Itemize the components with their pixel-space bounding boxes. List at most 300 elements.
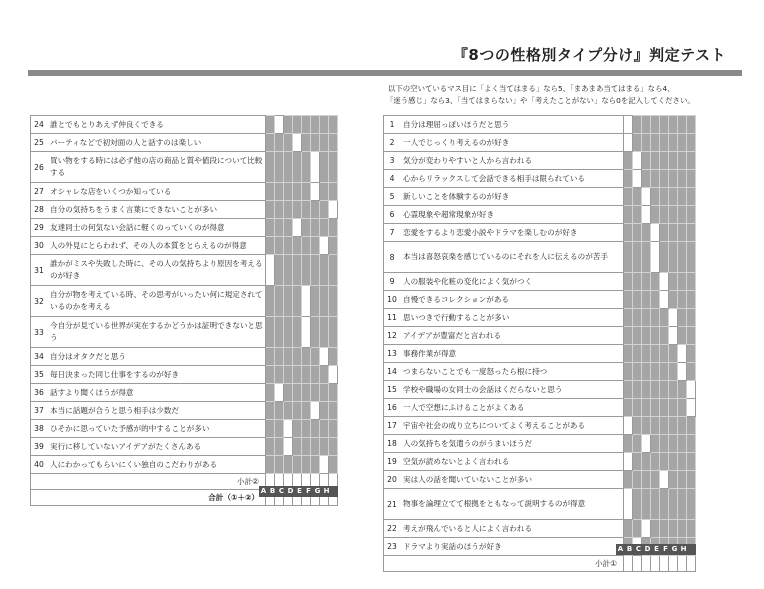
shaded-cell [302,255,311,286]
column-letter: E [654,545,659,553]
column-letter: B [269,487,276,495]
shaded-cell [275,420,284,438]
shaded-cell [284,237,293,255]
question-number: 1 [384,116,401,134]
shaded-cell [275,152,284,183]
column-letter: B [626,545,633,553]
shaded-cell [329,402,338,420]
question-number: 5 [384,188,401,206]
shaded-cell [302,152,311,183]
question-text: 思いつきで行動することが多い [400,309,624,327]
shaded-cell [293,183,302,201]
subtotal-box[interactable] [678,556,687,572]
shaded-cell [642,489,651,520]
question-text: 今自分が見ている世界が実在するかどうかは証明できないと思う [47,317,266,348]
shaded-cell [633,381,642,399]
shaded-cell [669,399,678,417]
shaded-cell [633,188,642,206]
answer-box[interactable] [266,255,275,286]
question-number: 20 [384,471,401,489]
column-letter: C [278,487,285,495]
question-number: 15 [384,381,401,399]
shaded-cell [633,435,642,453]
shaded-cell [687,417,696,435]
question-row [384,134,696,152]
column-letter: H [680,545,687,553]
shaded-cell [275,219,284,237]
answer-box[interactable] [320,348,329,366]
column-letters-right [616,544,696,555]
shaded-cell [624,152,633,170]
shaded-cell [329,317,338,348]
shaded-cell [660,134,669,152]
question-number: 11 [384,309,401,327]
shaded-cell [284,456,293,474]
question-text: 物事を論理立てて根拠をともなって説明するのが得意 [400,489,624,520]
shaded-cell [687,520,696,538]
shaded-cell [302,219,311,237]
answer-box[interactable] [275,384,284,402]
shaded-cell [320,183,329,201]
question-row [31,116,338,134]
shaded-cell [651,471,660,489]
shaded-cell [266,384,275,402]
question-text: 事務作業が得意 [400,345,624,363]
question-row [31,255,338,286]
shaded-cell [642,273,651,291]
shaded-cell [311,348,320,366]
shaded-cell [678,152,687,170]
question-number: 3 [384,152,401,170]
question-text: 友達同士の何気ない会話に軽くのっていくのが得意 [47,219,266,237]
shaded-cell [266,456,275,474]
shaded-cell [275,237,284,255]
shaded-cell [660,381,669,399]
answer-box[interactable] [624,134,633,152]
answer-box[interactable] [284,438,293,456]
answer-box[interactable] [624,417,633,435]
shaded-cell [660,242,669,273]
subtotal-box[interactable] [687,556,696,572]
shaded-cell [660,435,669,453]
subtotal-box[interactable] [669,556,678,572]
question-text: 心霊現象や超常現象が好き [400,206,624,224]
question-number: 27 [31,183,48,201]
shaded-cell [660,363,669,381]
shaded-cell [687,188,696,206]
question-text: 宇宙や社会の成り立ちについてよく考えることがある [400,417,624,435]
question-row [31,317,338,348]
shaded-cell [329,255,338,286]
answer-box[interactable] [633,152,642,170]
shaded-cell [311,134,320,152]
shaded-cell [302,201,311,219]
answer-box[interactable] [320,456,329,474]
shaded-cell [266,438,275,456]
shaded-cell [642,345,651,363]
shaded-cell [651,291,660,309]
question-text: 自慢できるコレクションがある [400,291,624,309]
answer-box[interactable] [624,116,633,134]
shaded-cell [678,399,687,417]
shaded-cell [687,206,696,224]
shaded-cell [302,116,311,134]
shaded-cell [320,201,329,219]
shaded-cell [311,384,320,402]
answer-box[interactable] [642,206,651,224]
shaded-cell [660,417,669,435]
answer-box[interactable] [642,188,651,206]
shaded-cell [320,384,329,402]
shaded-cell [660,206,669,224]
subtotal-label: 小計① [384,556,624,572]
answer-box[interactable] [329,201,338,219]
shaded-cell [275,456,284,474]
shaded-cell [311,317,320,348]
question-text: 買い物をする時には必ず他の店の商品と質や値段について比較する [47,152,266,183]
question-number: 10 [384,291,401,309]
shaded-cell [311,201,320,219]
question-text: 人の外見にとらわれず、その人の本質をとらえるのが得意 [47,237,266,255]
subtotal-box[interactable] [651,556,660,572]
answer-box[interactable] [678,345,687,363]
shaded-cell [642,170,651,188]
shaded-cell [329,134,338,152]
shaded-cell [642,291,651,309]
question-text: ドラマより実話のほうが好き [400,538,624,556]
answer-box[interactable] [624,489,633,520]
question-text: 新しいことを体験するのが好き [400,188,624,206]
question-text: 学校や職場の女同士の会話はくだらないと思う [400,381,624,399]
shaded-cell [651,188,660,206]
shaded-cell [678,273,687,291]
answer-box[interactable] [284,420,293,438]
shaded-cell [660,453,669,471]
shaded-cell [266,183,275,201]
answer-box[interactable] [302,286,311,317]
question-text: 話すより聞くほうが得意 [47,384,266,402]
question-number: 36 [31,384,48,402]
question-text: オシャレな店をいくつか知っている [47,183,266,201]
shaded-cell [669,345,678,363]
page-title: 『8つの性格別タイプ分け』判定テスト [452,46,726,64]
shaded-cell [284,348,293,366]
shaded-cell [624,345,633,363]
shaded-cell [311,255,320,286]
shaded-cell [669,381,678,399]
shaded-cell [678,206,687,224]
question-number: 13 [384,345,401,363]
answer-box[interactable] [669,309,678,327]
column-letter: A [617,545,624,553]
shaded-cell [633,224,642,242]
shaded-cell [284,134,293,152]
question-number: 30 [31,237,48,255]
answer-box[interactable] [651,224,660,242]
question-number: 31 [31,255,48,286]
shaded-cell [275,438,284,456]
answer-box[interactable] [293,219,302,237]
question-number: 40 [31,456,48,474]
answer-box[interactable] [624,453,633,471]
shaded-cell [678,242,687,273]
shaded-cell [302,438,311,456]
answer-box[interactable] [293,134,302,152]
answer-box[interactable] [311,402,320,420]
shaded-cell [302,456,311,474]
answer-box[interactable] [669,327,678,345]
shaded-cell [275,317,284,348]
shaded-cell [320,116,329,134]
answer-box[interactable] [660,291,669,309]
shaded-cell [293,116,302,134]
shaded-cell [320,402,329,420]
question-text: 心からリラックスして会話できる相手は限られている [400,170,624,188]
shaded-cell [687,273,696,291]
question-row [384,381,696,399]
title-rule [28,70,742,76]
shaded-cell [624,520,633,538]
subtotal-box[interactable] [633,556,642,572]
shaded-cell [266,286,275,317]
question-number: 12 [384,327,401,345]
question-row [384,520,696,538]
question-text: 実は人の話を聞いていないことが多い [400,471,624,489]
shaded-cell [302,183,311,201]
shaded-cell [678,116,687,134]
shaded-cell [311,219,320,237]
shaded-cell [293,152,302,183]
question-number: 29 [31,219,48,237]
shaded-cell [266,348,275,366]
answer-box[interactable] [275,116,284,134]
shaded-cell [687,489,696,520]
question-row [384,489,696,520]
subtotal-box[interactable] [642,556,651,572]
answer-box[interactable] [687,399,696,417]
question-number: 34 [31,348,48,366]
shaded-cell [329,237,338,255]
shaded-cell [660,309,669,327]
shaded-cell [642,152,651,170]
shaded-cell [678,435,687,453]
shaded-cell [302,348,311,366]
shaded-cell [284,183,293,201]
shaded-cell [275,348,284,366]
question-text: つまらないことでも一度怒ったら根に持つ [400,363,624,381]
shaded-cell [678,188,687,206]
shaded-cell [293,366,302,384]
shaded-cell [687,242,696,273]
question-text: ひそかに思っていた予感が的中することが多い [47,420,266,438]
shaded-cell [329,420,338,438]
subtotal-row [384,556,696,572]
shaded-cell [624,273,633,291]
question-text: 人の服装や化粧の変化によく気がつく [400,273,624,291]
answer-box[interactable] [320,237,329,255]
shaded-cell [624,291,633,309]
shaded-cell [293,402,302,420]
question-row [384,363,696,381]
answer-box[interactable] [311,183,320,201]
shaded-cell [302,366,311,384]
shaded-cell [660,345,669,363]
shaded-cell [669,453,678,471]
shaded-cell [660,520,669,538]
question-row [384,309,696,327]
shaded-cell [624,435,633,453]
question-text: パーティなどで初対面の人と話すのは楽しい [47,134,266,152]
shaded-cell [651,345,660,363]
shaded-cell [329,219,338,237]
shaded-cell [669,116,678,134]
question-text: 人の気持ちを気遣うのがうまいほうだ [400,435,624,453]
shaded-cell [320,219,329,237]
answer-box[interactable] [633,170,642,188]
shaded-cell [642,381,651,399]
shaded-cell [687,435,696,453]
question-row [31,456,338,474]
answer-box[interactable] [687,381,696,399]
question-text: 自分は理屈っぽいほうだと思う [400,116,624,134]
shaded-cell [651,134,660,152]
question-number: 2 [384,134,401,152]
instruction-line-2: 「迷う感じ」なら3、「当てはまらない」や「考えたことがない」なら0を記入してください。 [386,96,695,105]
shaded-cell [642,327,651,345]
question-text: 誰かがミスや失敗した時に、その人の気持ちより原因を考えるのが好き [47,255,266,286]
question-text: 考えが飛んでいると人によく言われる [400,520,624,538]
shaded-cell [687,170,696,188]
shaded-cell [678,417,687,435]
shaded-cell [633,309,642,327]
shaded-cell [633,471,642,489]
subtotal-box[interactable] [660,556,669,572]
answer-box[interactable] [642,520,651,538]
shaded-cell [624,188,633,206]
subtotal-box[interactable] [624,556,633,572]
shaded-cell [678,471,687,489]
question-row [384,273,696,291]
answer-box[interactable] [651,242,660,273]
answer-box[interactable] [678,363,687,381]
shaded-cell [633,489,642,520]
question-row [384,417,696,435]
shaded-cell [329,348,338,366]
question-row [31,286,338,317]
shaded-cell [266,317,275,348]
shaded-cell [320,420,329,438]
shaded-cell [651,116,660,134]
answer-box[interactable] [329,366,338,384]
shaded-cell [633,327,642,345]
question-row [31,348,338,366]
shaded-cell [633,116,642,134]
question-row [31,237,338,255]
question-text: 実行に移していないアイデアがたくさんある [47,438,266,456]
total-label: 合計（①＋②） [31,490,266,506]
shaded-cell [293,286,302,317]
question-row [384,453,696,471]
shaded-cell [320,134,329,152]
shaded-cell [678,170,687,188]
question-row [384,242,696,273]
shaded-cell [284,255,293,286]
shaded-cell [320,366,329,384]
shaded-cell [320,286,329,317]
question-row [384,206,696,224]
shaded-cell [329,183,338,201]
answer-box[interactable] [660,471,669,489]
shaded-cell [669,363,678,381]
column-letter: E [297,487,302,495]
question-text: 気分が変わりやすいと人から言われる [400,152,624,170]
shaded-cell [669,224,678,242]
shaded-cell [633,345,642,363]
shaded-cell [687,327,696,345]
question-number: 26 [31,152,48,183]
shaded-cell [633,399,642,417]
column-letter: D [287,487,294,495]
shaded-cell [329,438,338,456]
shaded-cell [266,134,275,152]
shaded-cell [302,384,311,402]
shaded-cell [687,134,696,152]
shaded-cell [651,453,660,471]
answer-box[interactable] [311,152,320,183]
question-row [31,152,338,183]
question-row [384,152,696,170]
shaded-cell [329,384,338,402]
question-text: 自分が物を考えている時、その思考がいったい何に規定されているのかを考える [47,286,266,317]
column-letter: H [323,487,330,495]
shaded-cell [687,453,696,471]
shaded-cell [302,134,311,152]
shaded-cell [311,456,320,474]
shaded-cell [293,384,302,402]
question-text: アイデアが豊富だと言われる [400,327,624,345]
answer-box[interactable] [302,317,311,348]
question-number: 17 [384,417,401,435]
shaded-cell [651,152,660,170]
question-number: 25 [31,134,48,152]
question-row [31,366,338,384]
shaded-cell [624,363,633,381]
question-number: 6 [384,206,401,224]
question-row [31,134,338,152]
shaded-cell [669,435,678,453]
shaded-cell [660,188,669,206]
shaded-cell [660,116,669,134]
question-row [384,224,696,242]
shaded-cell [329,152,338,183]
shaded-cell [642,116,651,134]
shaded-cell [642,134,651,152]
answer-box[interactable] [642,435,651,453]
answer-box[interactable] [660,273,669,291]
shaded-cell [284,152,293,183]
shaded-cell [266,201,275,219]
shaded-cell [302,402,311,420]
shaded-cell [660,152,669,170]
shaded-cell [329,286,338,317]
shaded-cell [266,366,275,384]
shaded-cell [284,366,293,384]
shaded-cell [624,170,633,188]
shaded-cell [651,489,660,520]
question-text: 人にわかってもらいにくい独自のこだわりがある [47,456,266,474]
shaded-cell [669,170,678,188]
shaded-cell [633,242,642,273]
